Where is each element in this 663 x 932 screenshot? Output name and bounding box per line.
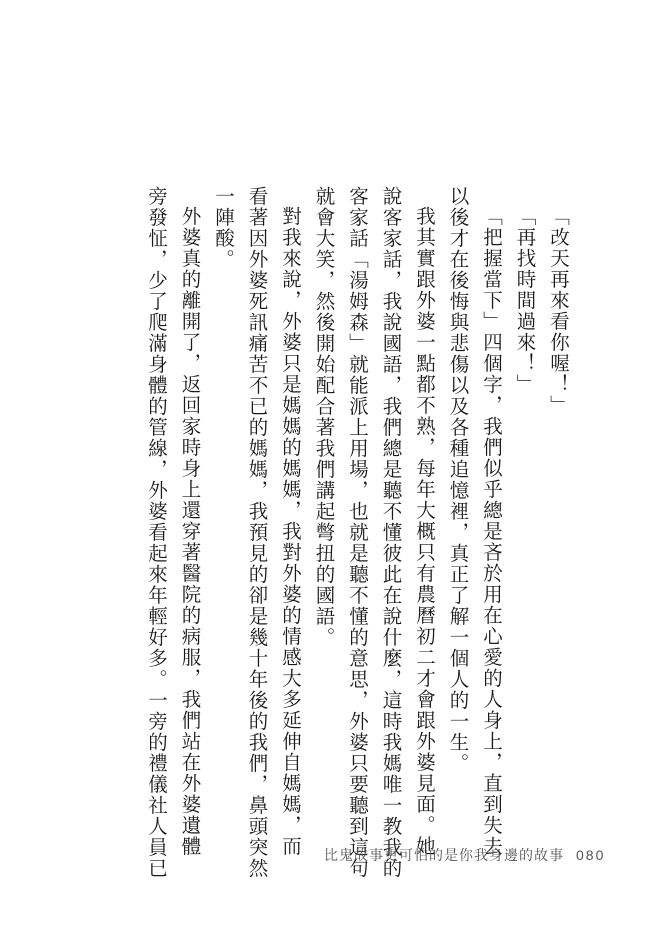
text-line: 我其實跟外婆一點都不熟，每年大概只有農曆初二才會跟外婆見面。她 bbox=[413, 205, 436, 857]
text-line: 「再找時間過來！」 bbox=[513, 205, 537, 395]
text-line: 說客家話，我說國語，我們總是聽不懂彼此在說什麼，這時我媽唯一教我的 bbox=[379, 186, 403, 879]
page-number: 080 bbox=[576, 847, 606, 863]
text-line: 一陣酸。 bbox=[212, 186, 235, 270]
text-line: 客家話「湯姆森」就能派上用場，也就是聽不懂的意思，外婆只要聽到這句 bbox=[346, 186, 369, 879]
text-line: 看著因外婆死訊痛苦不已的媽媽，我預見的卻是幾十年後的我們，鼻頭突然 bbox=[245, 186, 269, 879]
text-line: 就會大笑，然後開始配合著我們講起彆扭的國語。 bbox=[312, 186, 336, 648]
text-line: 外婆真的離開了，返回家時身上還穿著醫院的病服，我們站在外婆遺體 bbox=[178, 205, 202, 857]
text-line: 旁發怔，少了爬滿身體的管線，外婆看起來年輕好多。一旁的禮儀社人員已 bbox=[145, 186, 168, 879]
text-line: 對我來說，外婆只是媽媽的媽媽，我對外婆的情感大多延伸自媽媽，而 bbox=[279, 205, 302, 857]
page-footer bbox=[324, 845, 605, 865]
text-line: 「改天再來看你喔！」 bbox=[547, 205, 570, 416]
running-title: 比鬼故事更可怕的是你我身邊的故事 bbox=[324, 848, 564, 864]
text-line: 「把握當下」四個字，我們似乎總是吝於用在心愛的人身上，直到失去 bbox=[480, 205, 503, 857]
text-line: 以後才在後悔與悲傷以及各種追憶裡，真正了解一個人的一生。 bbox=[446, 186, 470, 774]
